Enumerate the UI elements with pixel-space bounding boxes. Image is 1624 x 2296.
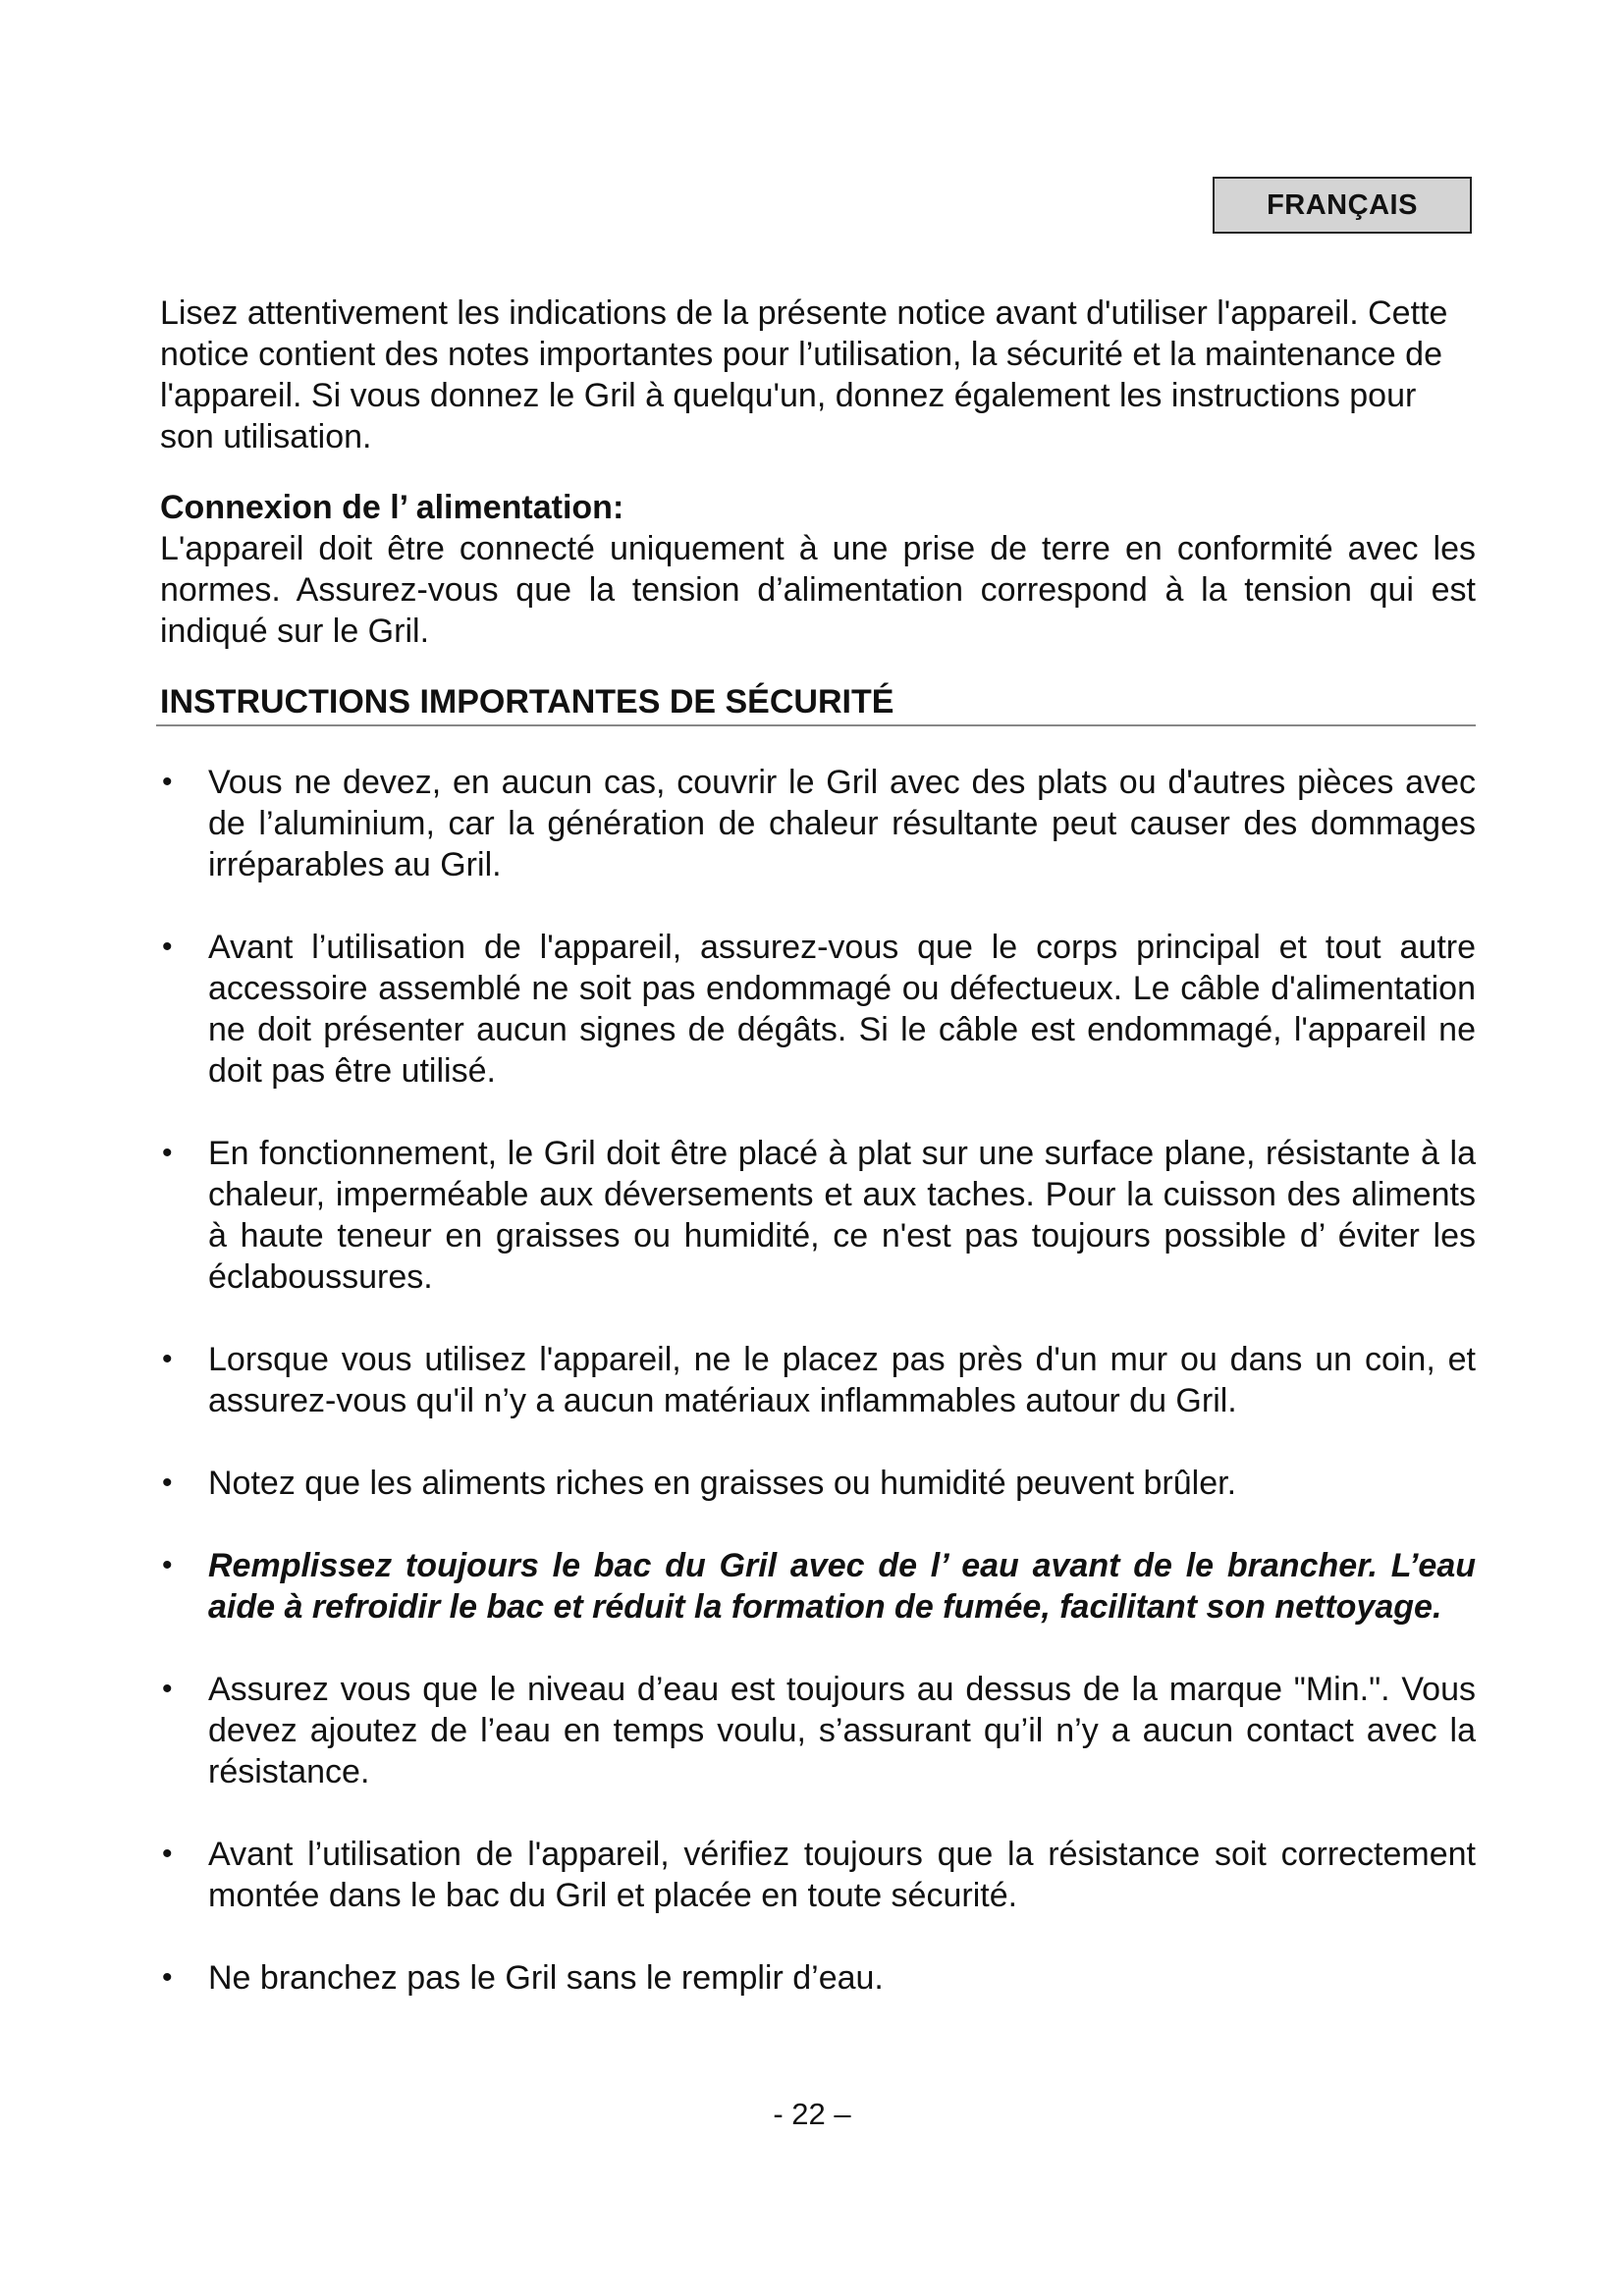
intro-paragraph: Lisez attentivement les indications de la présente notice avant d'utiliser l'appareil. Cette notice contient des notes importantes pour l’utilisation, la sécurité et la maintenance de l'appareil. Si vous donnez le Gril à quelqu'un, donnez également les instructions pour son utilisation. xyxy=(160,294,1448,455)
connection-heading: Connexion de l’ alimentation: xyxy=(160,489,624,526)
list-item-text: Lorsque vous utilisez l'appareil, ne le placez pas près d'un mur ou dans un coin, et assurez-vous qu'il n’y a aucun matériaux inflammables autour du Gril. xyxy=(208,1341,1476,1419)
safety-heading: INSTRUCTIONS IMPORTANTES DE SÉCURITÉ xyxy=(156,681,1476,726)
list-item xyxy=(160,1339,1476,1421)
bullet-icon: • xyxy=(162,1343,173,1375)
safety-list xyxy=(160,762,1476,1999)
bullet-icon: • xyxy=(162,1137,173,1169)
list-item-text: Remplissez toujours le bac du Gril avec de l’ eau avant de le brancher. L’eau aide à refroidir le bac et réduit la formation de fumée, facilitant son nettoyage. xyxy=(208,1547,1476,1626)
list-item-text: Ne branchez pas le Gril sans le remplir d’eau. xyxy=(208,1959,884,1997)
bullet-icon: • xyxy=(162,1467,173,1499)
bullet-icon: • xyxy=(162,1673,173,1705)
list-item-text: Notez que les aliments riches en graisses ou humidité peuvent brûler. xyxy=(208,1465,1237,1502)
bullet-icon: • xyxy=(162,766,173,798)
list-item-text: Avant l’utilisation de l'appareil, assurez-vous que le corps principal et tout autre accessoire assemblé ne soit pas endommagé ou défectueux. Le câble d'alimentation ne doit présenter aucun signes de dégâts. Si le câble est endommagé, l'appareil ne doit pas être utilisé. xyxy=(208,929,1476,1090)
list-item-text: Avant l’utilisation de l'appareil, vérifiez toujours que la résistance soit correctement montée dans le bac du Gril et placée en toute sécurité. xyxy=(208,1836,1476,1914)
page-content xyxy=(160,293,1476,1999)
language-label: FRANÇAIS xyxy=(1213,177,1472,234)
list-item-text: Assurez vous que le niveau d’eau est toujours au dessus de la marque "Min.". Vous devez ajoutez de l’eau en temps voulu, s’assurant qu’il n’y a aucun contact avec la résistance. xyxy=(208,1671,1476,1790)
list-item xyxy=(160,762,1476,885)
bullet-icon: • xyxy=(162,1549,173,1581)
list-item-emphasized xyxy=(160,1545,1476,1628)
list-item xyxy=(160,1957,1476,1999)
list-item xyxy=(160,1834,1476,1916)
list-item xyxy=(160,1463,1476,1504)
list-item xyxy=(160,927,1476,1092)
list-item xyxy=(160,1669,1476,1792)
list-item-text: En fonctionnement, le Gril doit être placé à plat sur une surface plane, résistante à la chaleur, imperméable aux déversements et aux taches. Pour la cuisson des aliments à haute teneur en graisses ou humidité, ce n'est pas toujours possible d’ éviter les éclaboussures. xyxy=(208,1135,1476,1296)
bullet-icon: • xyxy=(162,931,173,963)
list-item xyxy=(160,1133,1476,1298)
bullet-icon: • xyxy=(162,1961,173,1994)
connection-paragraph: L'appareil doit être connecté uniquement à une prise de terre en conformité avec les normes. Assurez-vous que la tension d’alimentation correspond à la tension qui est indiqué sur le Gril. xyxy=(160,530,1476,650)
bullet-icon: • xyxy=(162,1838,173,1870)
page-number: - 22 – xyxy=(773,2097,851,2131)
list-item-text: Vous ne devez, en aucun cas, couvrir le Gril avec des plats ou d'autres pièces avec de l’aluminium, car la génération de chaleur résultante peut causer des dommages irréparables au Gril. xyxy=(208,764,1476,883)
